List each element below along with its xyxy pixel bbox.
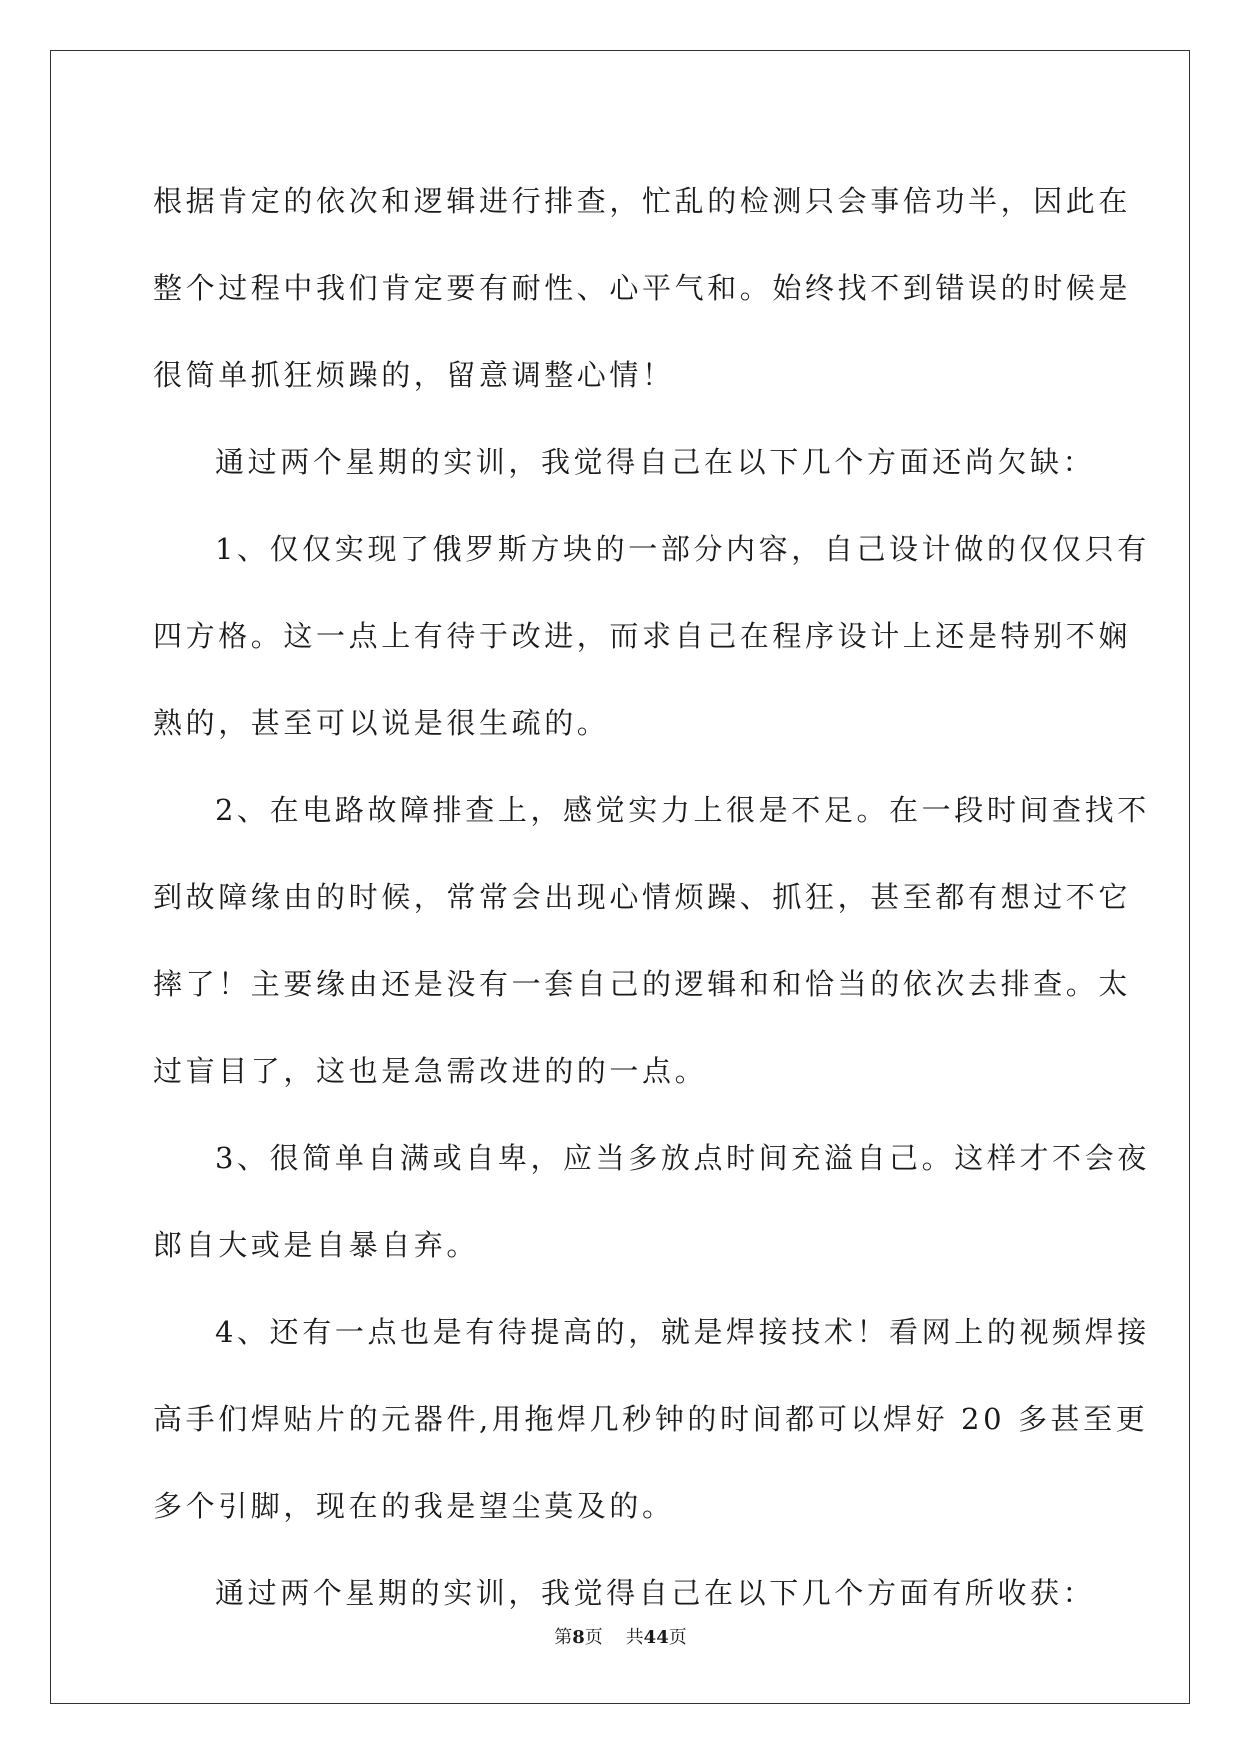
text-line: 四方格。这一点上有待于改进，而求自己在程序设计上还是特别不娴 — [153, 619, 1132, 653]
text-line: 2、在电路故障排查上，感觉实力上很是不足。在一段时间查找不 — [215, 793, 1150, 827]
text-line: 3、很简单自满或自卑，应当多放点时间充溢自己。这样才不会夜 — [215, 1141, 1150, 1175]
text-line: 根据肯定的依次和逻辑进行排查，忙乱的检测只会事倍功半，因此在 — [153, 184, 1132, 218]
text-line: 过盲目了，这也是急需改进的的一点。 — [153, 1054, 708, 1088]
text-line: 熟的，甚至可以说是很生疏的。 — [153, 706, 610, 740]
text-line: 整个过程中我们肯定要有耐性、心平气和。始终找不到错误的时候是 — [153, 271, 1132, 305]
footer-total-suffix: 页 — [668, 1627, 687, 1648]
footer-total-prefix: 共 — [625, 1627, 644, 1648]
text-line: 摔了！主要缘由还是没有一套自己的逻辑和和恰当的依次去排查。太 — [153, 967, 1132, 1001]
footer-page-suffix: 页 — [584, 1627, 603, 1648]
footer-prefix: 第 — [554, 1627, 573, 1648]
text-line: 通过两个星期的实训，我觉得自己在以下几个方面还尚欠缺： — [215, 445, 1096, 479]
text-line: 通过两个星期的实训，我觉得自己在以下几个方面有所收获： — [215, 1576, 1096, 1610]
text-line: 郎自大或是自暴自弃。 — [153, 1228, 480, 1262]
text-line: 到故障缘由的时候，常常会出现心情烦躁、抓狂，甚至都有想过不它 — [153, 880, 1132, 914]
footer-total-pages: 44 — [643, 1627, 669, 1648]
text-line: 4、还有一点也是有待提高的，就是焊接技术！看网上的视频焊接 — [215, 1315, 1150, 1349]
text-line: 很简单抓狂烦躁的，留意调整心情！ — [153, 358, 675, 392]
text-line: 高手们焊贴片的元器件,用拖焊几秒钟的时间都可以焊好 20 多甚至更 — [153, 1402, 1149, 1436]
text-line: 1、仅仅实现了俄罗斯方块的一部分内容，自己设计做的仅仅只有 — [215, 532, 1150, 566]
text-line: 多个引脚，现在的我是望尘莫及的。 — [153, 1489, 675, 1523]
document-body — [153, 158, 1150, 1637]
footer-page-number: 8 — [572, 1627, 585, 1648]
page-footer — [0, 1626, 1241, 1650]
